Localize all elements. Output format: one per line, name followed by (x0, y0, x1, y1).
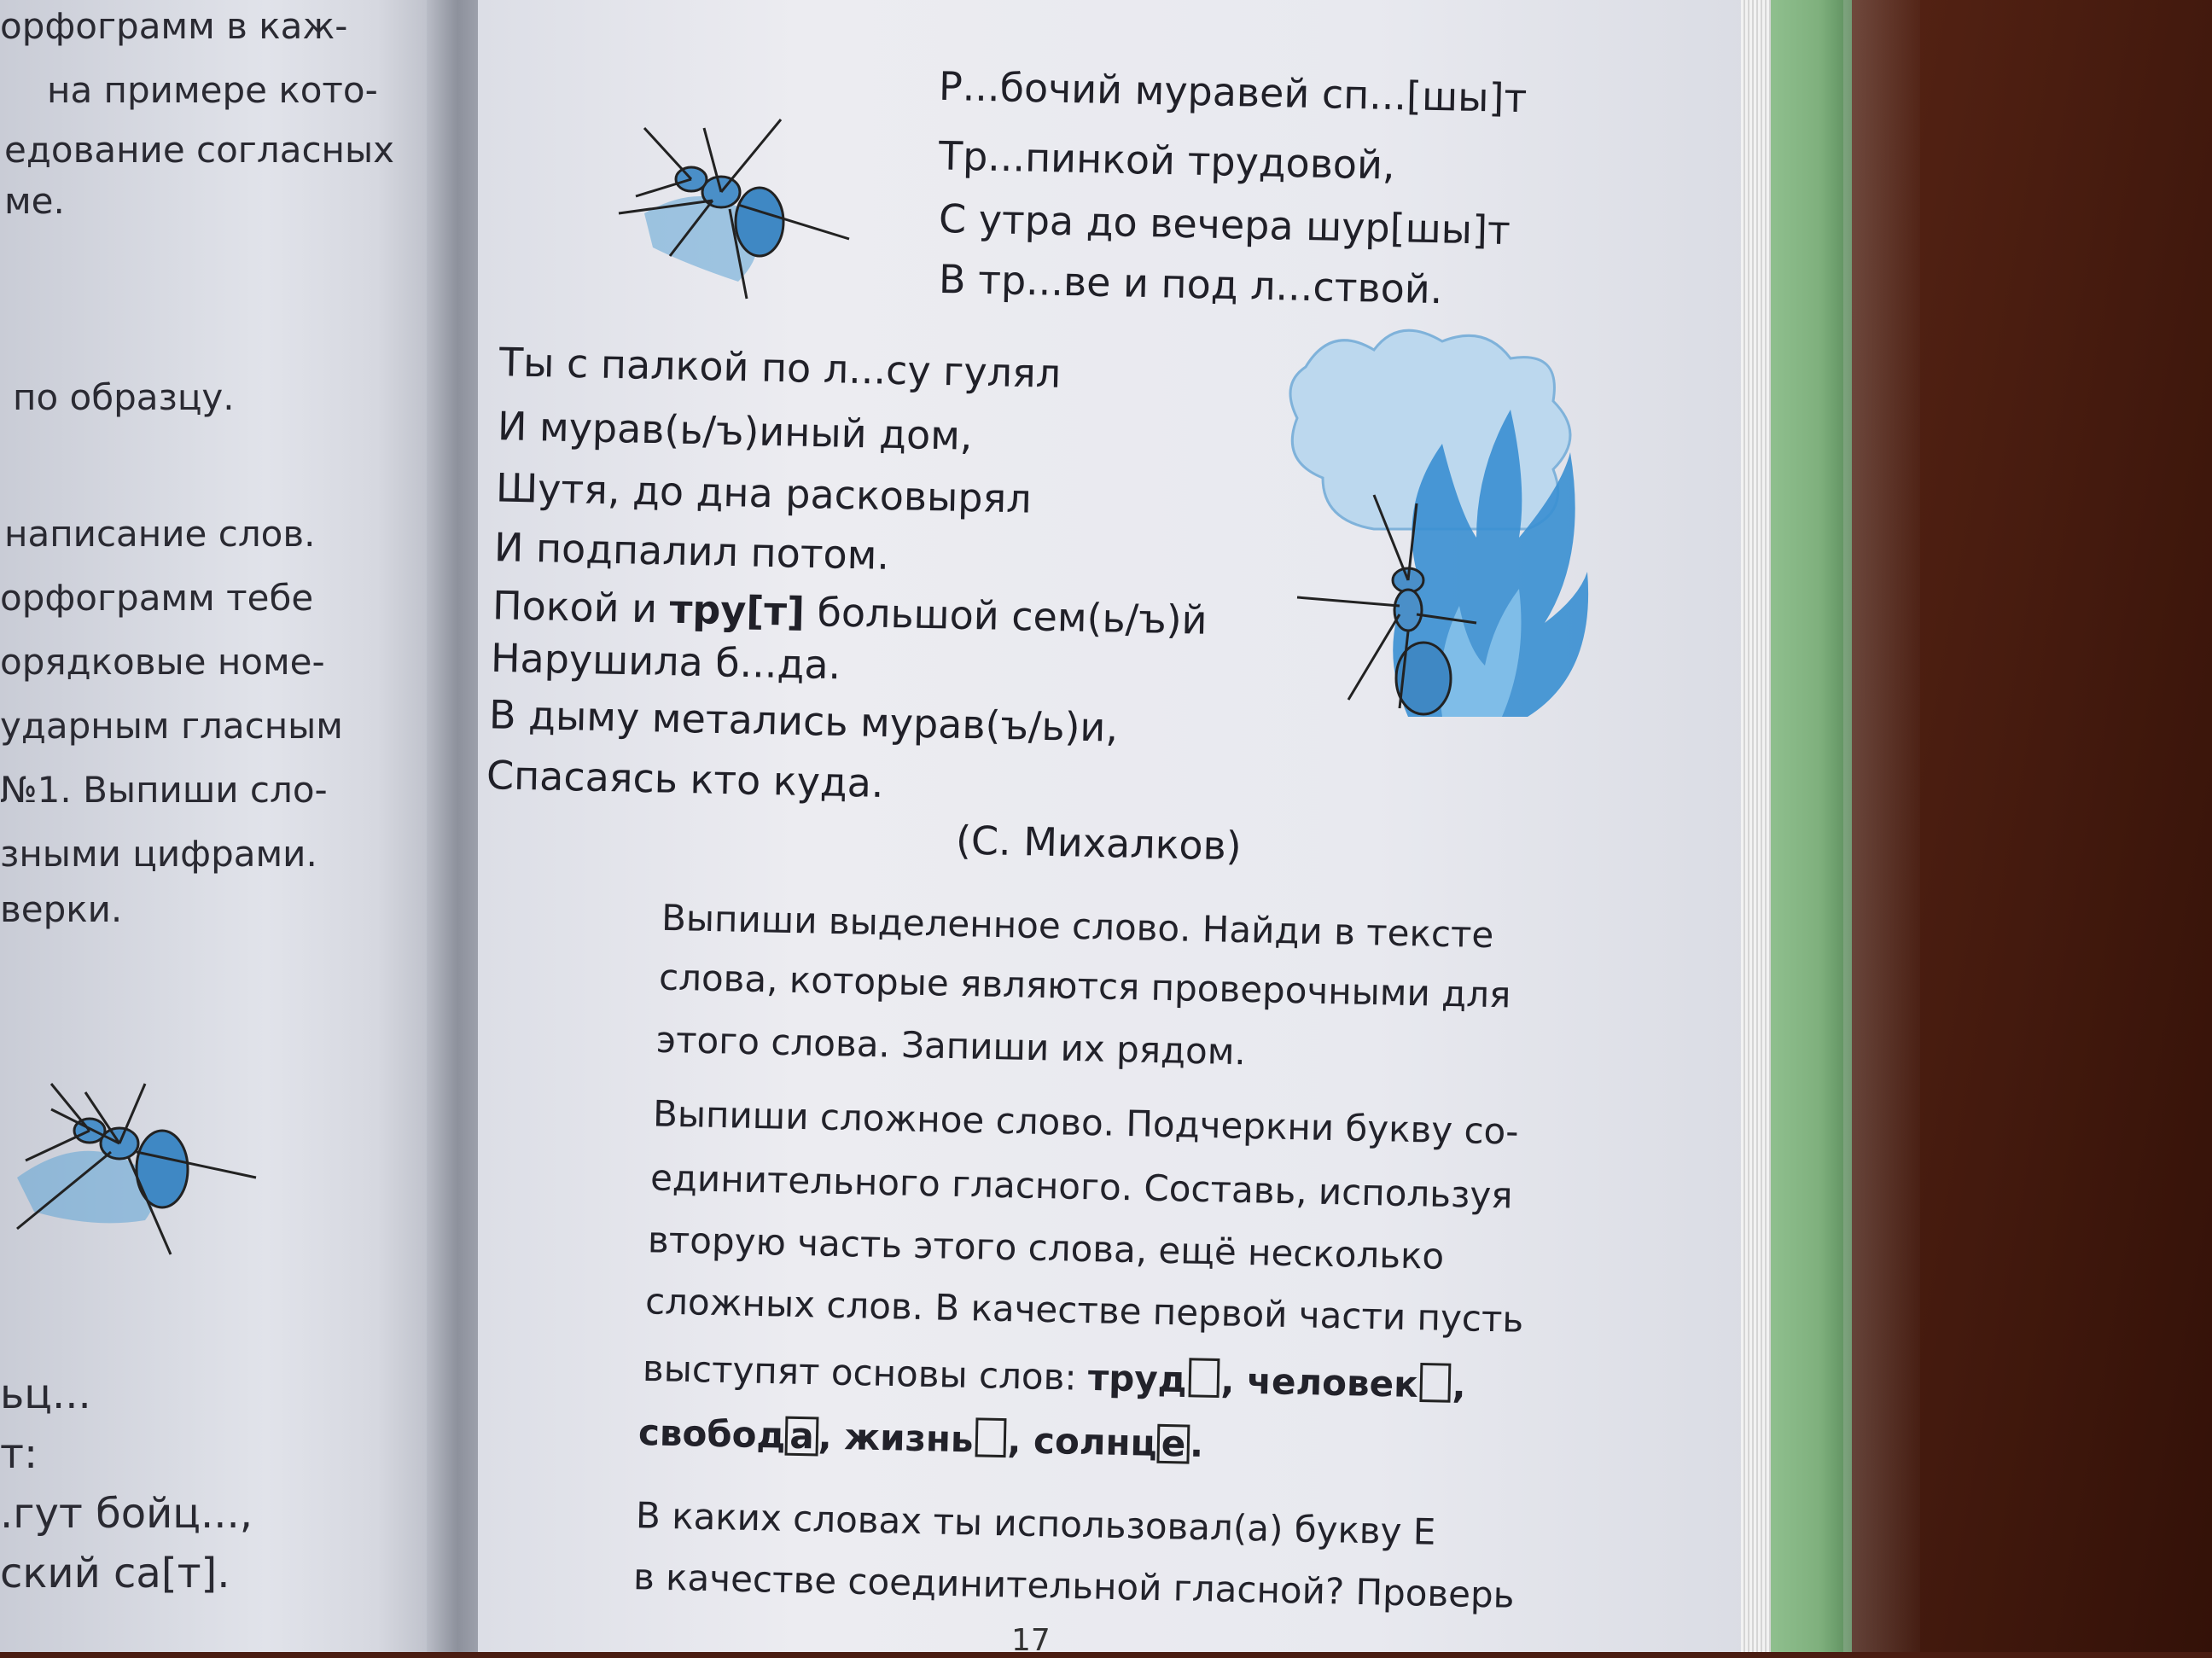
left-line: орфограмм тебе (0, 577, 314, 619)
vowel-box: а (785, 1417, 818, 1457)
task-line: в качестве соединительной гласной? Проверь (632, 1556, 1515, 1616)
poem-line: Р...бочий муравей сп...[шы]т (938, 62, 1528, 122)
left-line: ьц... (0, 1370, 91, 1418)
poem-line: Тр...пинкой трудовой, (938, 132, 1396, 189)
ant-illustration-left (0, 1058, 273, 1263)
left-line: ударным гласным (0, 705, 343, 747)
left-line: едование согласных (4, 129, 395, 171)
poem-line: И подпалил потом. (493, 524, 890, 579)
left-line: .гут бойц..., (0, 1490, 253, 1538)
poem-line: Нарушила б...да. (490, 634, 841, 689)
plastic-wrap (1843, 0, 1920, 1652)
left-line: на примере кото- (47, 69, 378, 111)
poem-line: С утра до вечера шур[шы]т (938, 195, 1511, 254)
word-solnc: солнц (1033, 1419, 1158, 1464)
word-svobod: свобод (637, 1411, 786, 1457)
word-trud: труд (1087, 1356, 1188, 1401)
left-line: зными цифрами. (0, 833, 317, 875)
poem-line: В тр...ве и под л...ствой. (938, 255, 1443, 313)
poem-text: Покой и (492, 582, 671, 632)
left-line: орядковые номе- (0, 641, 325, 683)
task-line: Выпиши сложное слово. Подчеркни букву со- (652, 1092, 1519, 1153)
vowel-box: е (1156, 1424, 1190, 1464)
word-zhizn: жизнь (843, 1416, 975, 1461)
task-line: единительного гласного. Составь, используя (649, 1156, 1514, 1217)
left-line: №1. Выпиши сло- (0, 769, 328, 811)
poem-line: Спасаясь кто куда. (486, 752, 885, 806)
left-line: по образцу. (13, 376, 235, 418)
left-line: орфограмм в каж- (0, 5, 348, 47)
word-chelovek: человек (1246, 1359, 1419, 1405)
task-line: В каких словах ты использовал(а) букву Е (635, 1494, 1436, 1553)
fire-ant-illustration (1272, 316, 1613, 734)
green-book-cover (1771, 0, 1852, 1652)
task-line: свобода, жизнь , солнце. (637, 1411, 1204, 1465)
page-edges (1741, 0, 1775, 1652)
task-line: этого слова. Запиши их рядом. (655, 1018, 1247, 1073)
poem-text: большой сем(ь/ъ)й (804, 588, 1208, 643)
poem-line: И мурав(ь/ъ)иный дом, (497, 403, 974, 459)
blank-box (975, 1417, 1006, 1457)
poem-line: В дыму метались мурав(ъ/ь)и, (488, 691, 1119, 751)
task-line: Выпиши выделенное слово. Найди в тексте (661, 896, 1494, 957)
task-line: вторую часть этого слова, ещё несколько (647, 1219, 1445, 1277)
highlighted-word: тру[т] (669, 585, 806, 635)
left-line: написание слов. (4, 513, 316, 555)
poem-author: (С. Михалков) (955, 817, 1243, 870)
left-line: т: (0, 1430, 38, 1478)
page-number: 17 (1011, 1623, 1051, 1658)
blank-box (1188, 1358, 1220, 1398)
task-line: выступят основы слов: труд , человек , (642, 1347, 1467, 1407)
ant-illustration-top (610, 111, 866, 307)
left-line: ский са[т]. (0, 1550, 230, 1597)
blank-box (1419, 1363, 1451, 1403)
left-line: ме. (4, 180, 65, 222)
left-line: верки. (0, 888, 123, 930)
task-line: сложных слов. В качестве первой части пусть (644, 1280, 1524, 1341)
task-text: выступят основы слов: (642, 1347, 1089, 1399)
poem-line: Ты с палкой по л...су гулял (498, 339, 1062, 397)
poem-line: Шутя, до дна расковырял (495, 464, 1033, 522)
task-line: слова, которые являются проверочными для (658, 956, 1511, 1016)
